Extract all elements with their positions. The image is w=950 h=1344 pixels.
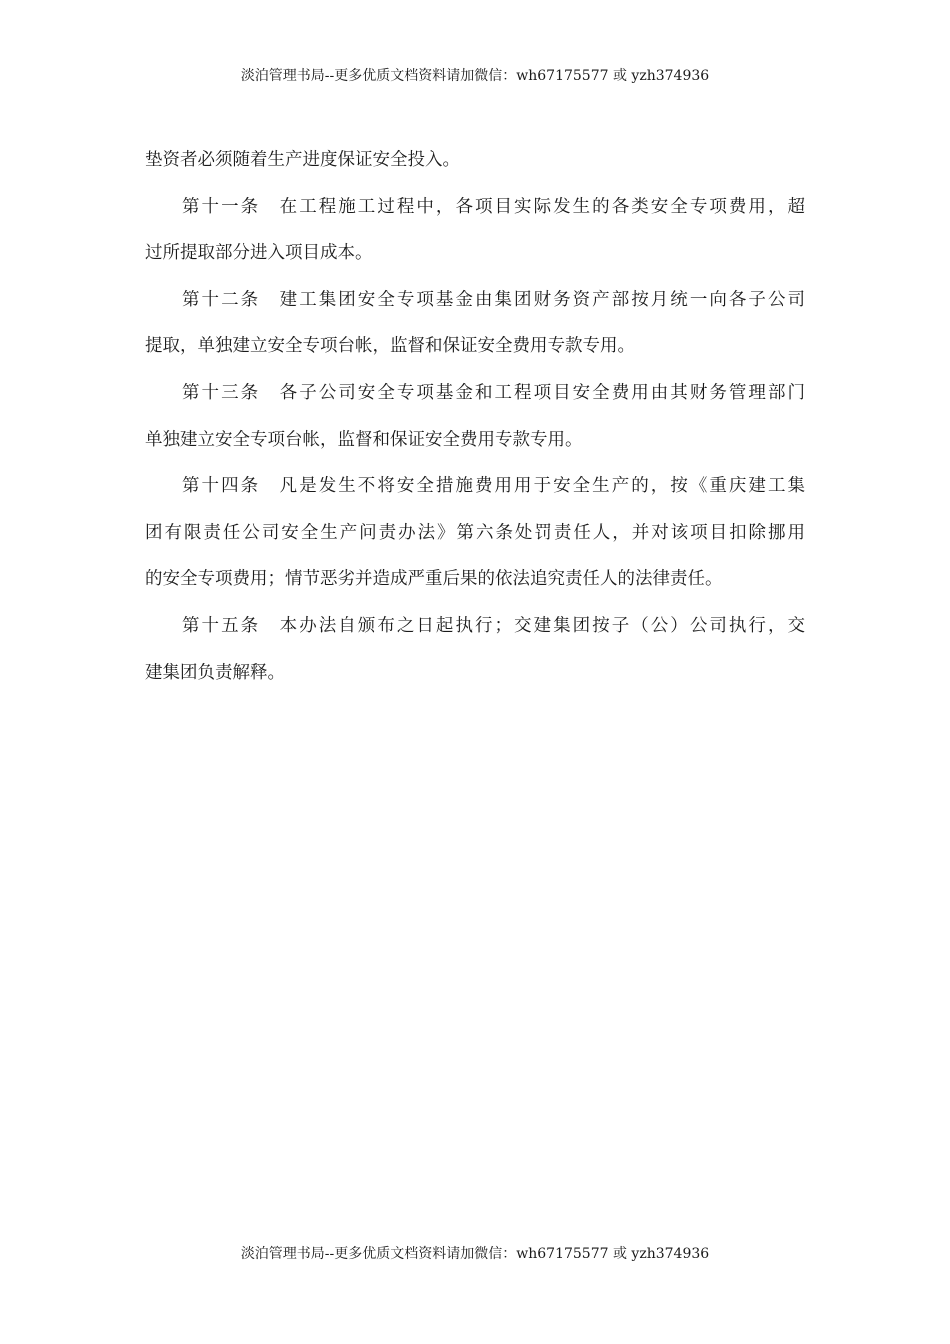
text-line: 提取，单独建立安全专项台帐，监督和保证安全费用专款专用。 [145,336,635,357]
article-11-line: 第十一条 在工程施工过程中，各项目实际发生的各类安全专项费用，超 [182,196,805,217]
text-line: 单独建立安全专项台帐，监督和保证安全费用专款专用。 [145,429,583,450]
text-line: 垫资者必须随着生产进度保证安全投入。 [145,150,460,170]
article-15-line: 第十五条 本办法自颁布之日起执行；交建集团按子（公）公司执行，交 [182,615,805,636]
document-body [145,140,805,699]
article-14-line: 第十四条 凡是发生不将安全措施费用用于安全生产的，按《重庆建工集 [182,476,805,497]
article-13-line: 第十三条 各子公司安全专项基金和工程项目安全费用由其财务管理部门 [182,382,805,403]
text-line: 过所提取部分进入项目成本。 [145,243,373,264]
text-line: 建集团负责解释。 [145,662,285,683]
page-header: 淡泊管理书局--更多优质文档资料请加微信：wh67175577 或 yzh374936 [240,68,710,84]
text-line: 团有限责任公司安全生产问责办法》第六条处罚责任人，并对该项目扣除挪用 [145,522,805,543]
text-line: 的安全专项费用；情节恶劣并造成严重后果的依法追究责任人的法律责任。 [145,569,723,590]
page-footer: 淡泊管理书局--更多优质文档资料请加微信：wh67175577 或 yzh374936 [240,1246,710,1262]
article-12-line: 第十二条 建工集团安全专项基金由集团财务资产部按月统一向各子公司 [182,289,805,310]
